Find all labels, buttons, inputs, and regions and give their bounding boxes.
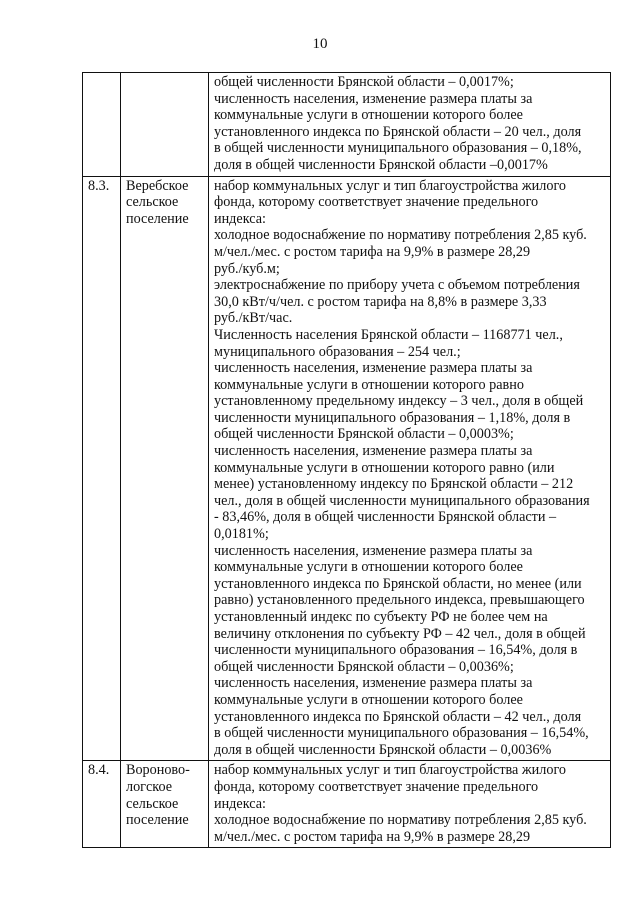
- settlement-name-cell: [121, 176, 209, 761]
- table-row: [83, 761, 611, 848]
- text-line: установленный индекс по субъекту РФ не более чем на: [214, 609, 548, 625]
- text-line: установленного индекса по Брянской области, но менее (или: [214, 575, 582, 592]
- text-line: руб./кВт/час.: [214, 310, 293, 327]
- settlement-name-cell: [121, 761, 209, 848]
- text-line: индекса:: [214, 795, 266, 812]
- text-line: чел., доля в общей численности муниципального образования: [214, 492, 590, 509]
- table-row: [83, 73, 611, 177]
- table-row: [83, 176, 611, 761]
- text-line: индекса:: [214, 210, 266, 227]
- text-line: в общей численности муниципального образования – 16,54%,: [214, 725, 589, 742]
- text-line: величину отклонения по субъекту РФ – 42 чел., доля в общей: [214, 625, 586, 642]
- text-line: электроснабжение по прибору учета с объемом потребления: [214, 277, 580, 294]
- row-number-cell: [83, 73, 121, 177]
- description-cell: [209, 73, 611, 177]
- text-line: - 83,46%, доля в общей численности Брянской области –: [214, 509, 557, 526]
- text-line: Численность населения Брянской области – 1168771 чел.,: [214, 326, 563, 343]
- text-line: общей численности Брянской области – 0,0003%;: [214, 426, 514, 443]
- settlement-name-line: сельское: [126, 194, 179, 211]
- text-line: муниципального образования – 254 чел.;: [214, 343, 461, 360]
- text-line: холодное водоснабжение по нормативу потребления 2,85 куб.: [214, 812, 587, 829]
- text-line: численность населения, изменение размера платы за: [214, 90, 533, 107]
- settlement-name-line: поселение: [126, 210, 189, 227]
- text-line: доля в общей численности Брянской области – 0,0036%: [214, 741, 552, 758]
- settlement-name-line: сельское: [126, 795, 179, 812]
- text-line: м/чел./мес. с ростом тарифа на 9,9% в размере 28,29: [214, 828, 531, 845]
- settlement-name-line: Вороново-: [126, 762, 190, 779]
- text-line: коммунальные услуги в отношении которого более: [214, 691, 523, 708]
- text-line: общей численности Брянской области – 0,0017%;: [214, 74, 514, 90]
- settlements-table: [82, 72, 611, 848]
- text-line: общей численности Брянской области – 0,0036%;: [214, 658, 514, 675]
- settlement-name-line: поселение: [126, 812, 189, 829]
- text-line: доля в общей численности Брянской области –0,0017%: [214, 156, 548, 173]
- text-line: коммунальные услуги в отношении которого равно (или: [214, 459, 555, 476]
- row-number-cell: 8.4.: [83, 761, 121, 848]
- text-line: набор коммунальных услуг и тип благоустройства жилого: [214, 177, 567, 194]
- text-line: в общей численности муниципального образования – 0,18%,: [214, 140, 582, 157]
- text-line: коммунальные услуги в отношении которого равно: [214, 376, 524, 393]
- text-line: численности муниципального образования – 16,54%, доля в: [214, 642, 578, 659]
- settlement-name-cell: [121, 73, 209, 177]
- text-line: 0,0181%;: [214, 526, 269, 543]
- text-line: коммунальные услуги в отношении которого более: [214, 107, 523, 124]
- text-line: установленного индекса по Брянской области – 20 чел., доля: [214, 123, 582, 140]
- text-line: численность населения, изменение размера платы за: [214, 675, 533, 692]
- text-line: коммунальные услуги в отношении которого более: [214, 559, 523, 576]
- text-line: руб./куб.м;: [214, 260, 280, 277]
- text-line: численность населения, изменение размера платы за: [214, 360, 533, 377]
- text-line: набор коммунальных услуг и тип благоустройства жилого: [214, 762, 567, 779]
- text-line: менее) установленному индексу по Брянской области – 212: [214, 476, 574, 493]
- settlement-name-line: Веребское: [126, 177, 189, 194]
- text-line: установленного индекса по Брянской области – 42 чел., доля: [214, 708, 582, 725]
- text-line: фонда, которому соответствует значение предельного: [214, 194, 539, 211]
- description-cell: [209, 761, 611, 848]
- text-line: установленному предельному индексу – 3 чел., доля в общей: [214, 393, 584, 410]
- text-line: численность населения, изменение размера платы за: [214, 443, 533, 460]
- page-number: 10: [312, 36, 328, 52]
- text-line: численность населения, изменение размера платы за: [214, 542, 533, 559]
- text-line: фонда, которому соответствует значение предельного: [214, 778, 539, 795]
- settlement-name-line: логское: [126, 778, 173, 795]
- text-line: равно) установленного предельного индекса, превышающего: [214, 592, 585, 609]
- text-line: 30,0 кВт/ч/чел. с ростом тарифа на 8,8% в размере 3,33: [214, 293, 547, 310]
- text-line: численности муниципального образования – 1,18%, доля в: [214, 409, 571, 426]
- row-number-cell: 8.3.: [83, 176, 121, 761]
- text-line: м/чел./мес. с ростом тарифа на 9,9% в размере 28,29: [214, 243, 531, 260]
- text-line: холодное водоснабжение по нормативу потребления 2,85 куб.: [214, 227, 587, 244]
- description-cell: [209, 176, 611, 761]
